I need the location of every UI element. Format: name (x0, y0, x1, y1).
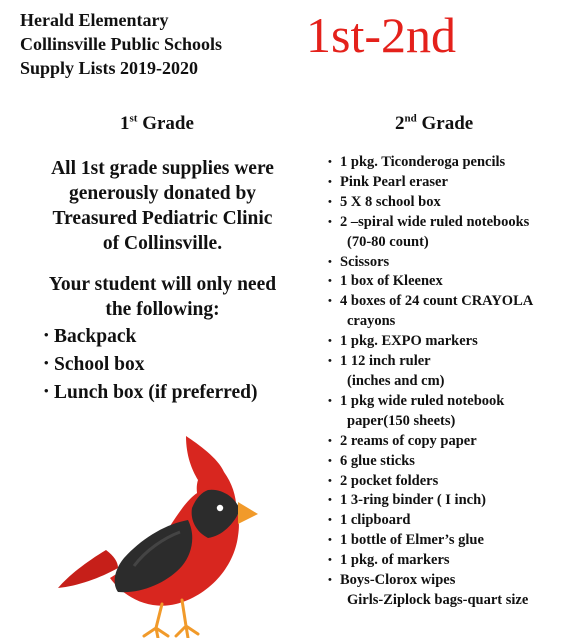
donation-line: Treasured Pediatric Clinic (52, 208, 273, 229)
bullet-icon: • (328, 474, 332, 487)
bullet-icon: • (328, 534, 332, 547)
grades-tag: 1st-2nd (306, 7, 456, 63)
item-text: Pink Pearl eraser (340, 173, 448, 190)
list-item (328, 173, 533, 193)
bullet-icon: • (328, 215, 332, 228)
item-text: Lunch box (if preferred) (54, 382, 258, 403)
item-text: 1 pkg wide ruled notebook (340, 392, 505, 409)
item-text: 1 3-ring binder ( I inch) (340, 492, 486, 509)
list-item (328, 193, 533, 213)
bullet-icon: • (328, 255, 332, 268)
bullet-icon: • (328, 355, 332, 368)
bullet-icon: • (328, 195, 332, 208)
bullet-icon: • (328, 574, 332, 587)
list-item (328, 253, 533, 273)
list-item (328, 392, 533, 412)
list-item (44, 350, 257, 378)
item-text: 1 pkg. of markers (340, 552, 450, 569)
item-text: 2 –spiral wide ruled notebooks (340, 213, 530, 230)
first-grade-heading-suffix: st (129, 112, 138, 125)
district-name: Collinsville Public Schools (20, 34, 223, 54)
second-grade-supply-list (328, 153, 533, 611)
item-text: 1 pkg. Ticonderoga pencils (340, 154, 506, 170)
item-text: 1 pkg. EXPO markers (340, 333, 478, 350)
list-item-continuation: (70-80 count) (347, 233, 429, 250)
list-item (328, 213, 533, 233)
item-text: 4 boxes of 24 count CRAYOLA (340, 293, 534, 310)
list-item (328, 511, 533, 531)
list-item (328, 531, 533, 551)
bullet-icon: • (328, 335, 332, 348)
bullet-icon: • (328, 434, 332, 447)
first-grade-need-note (20, 272, 305, 322)
bullet-icon: • (328, 175, 332, 188)
bullet-icon: • (328, 275, 332, 288)
list-item (328, 432, 533, 452)
list-item (328, 272, 533, 292)
item-text: 1 clipboard (340, 512, 411, 529)
second-grade-heading-num: 2 (395, 113, 405, 134)
first-grade-supply-list (44, 322, 257, 406)
item-text: 1 12 inch ruler (340, 353, 431, 370)
bullet-icon: • (328, 454, 332, 467)
item-text: 2 pocket folders (340, 472, 439, 489)
donation-line: generously donated by (68, 183, 257, 204)
list-item (328, 472, 533, 492)
first-grade-donation-note (20, 156, 305, 256)
item-text: 5 X 8 school box (340, 193, 441, 210)
first-grade-heading-word: Grade (137, 113, 194, 134)
bullet-icon: • (328, 494, 332, 507)
second-grade-heading (395, 112, 473, 136)
list-item (328, 452, 533, 472)
need-line: the following: (105, 299, 220, 320)
bullet-icon: • (328, 295, 332, 308)
item-text: 2 reams of copy paper (340, 432, 477, 449)
list-item (328, 491, 533, 511)
first-grade-heading-num: 1 (120, 113, 130, 134)
item-text: Boys-Clorox wipes (340, 572, 456, 589)
bullet-icon: • (328, 394, 332, 407)
list-item-continuation: crayons (347, 313, 396, 330)
document-title: Supply Lists 2019-2020 (20, 58, 199, 78)
school-name: Herald Elementary (20, 10, 169, 30)
list-item (44, 322, 257, 350)
document-header (20, 8, 222, 80)
donation-line: All 1st grade supplies were (51, 158, 274, 179)
cardinal-bird-icon (58, 428, 268, 638)
bullet-icon: • (328, 514, 332, 527)
list-item (328, 292, 533, 312)
item-text: School box (54, 354, 145, 375)
list-item-continuation: paper(150 sheets) (347, 412, 456, 429)
list-item (328, 153, 533, 173)
item-text: 1 bottle of Elmer’s glue (340, 532, 484, 549)
need-line: Your student will only need (48, 274, 277, 295)
list-item-continuation: (inches and cm) (347, 372, 445, 389)
list-item (328, 551, 533, 571)
item-text: Backpack (54, 326, 137, 347)
item-text: 6 glue sticks (340, 452, 415, 469)
item-text: 1 box of Kleenex (340, 273, 443, 290)
bullet-icon: • (328, 156, 332, 168)
list-item-continuation: Girls-Ziplock bags-quart size (347, 591, 529, 608)
list-item (328, 352, 533, 372)
item-text: Scissors (340, 253, 390, 270)
second-grade-heading-suffix: nd (404, 112, 417, 125)
first-grade-heading (120, 112, 194, 136)
bullet-icon: • (328, 554, 332, 567)
second-grade-heading-word: Grade (416, 113, 474, 134)
list-item (328, 332, 533, 352)
list-item (328, 571, 533, 591)
donation-line: of Collinsville. (102, 233, 223, 254)
list-item (44, 378, 257, 406)
